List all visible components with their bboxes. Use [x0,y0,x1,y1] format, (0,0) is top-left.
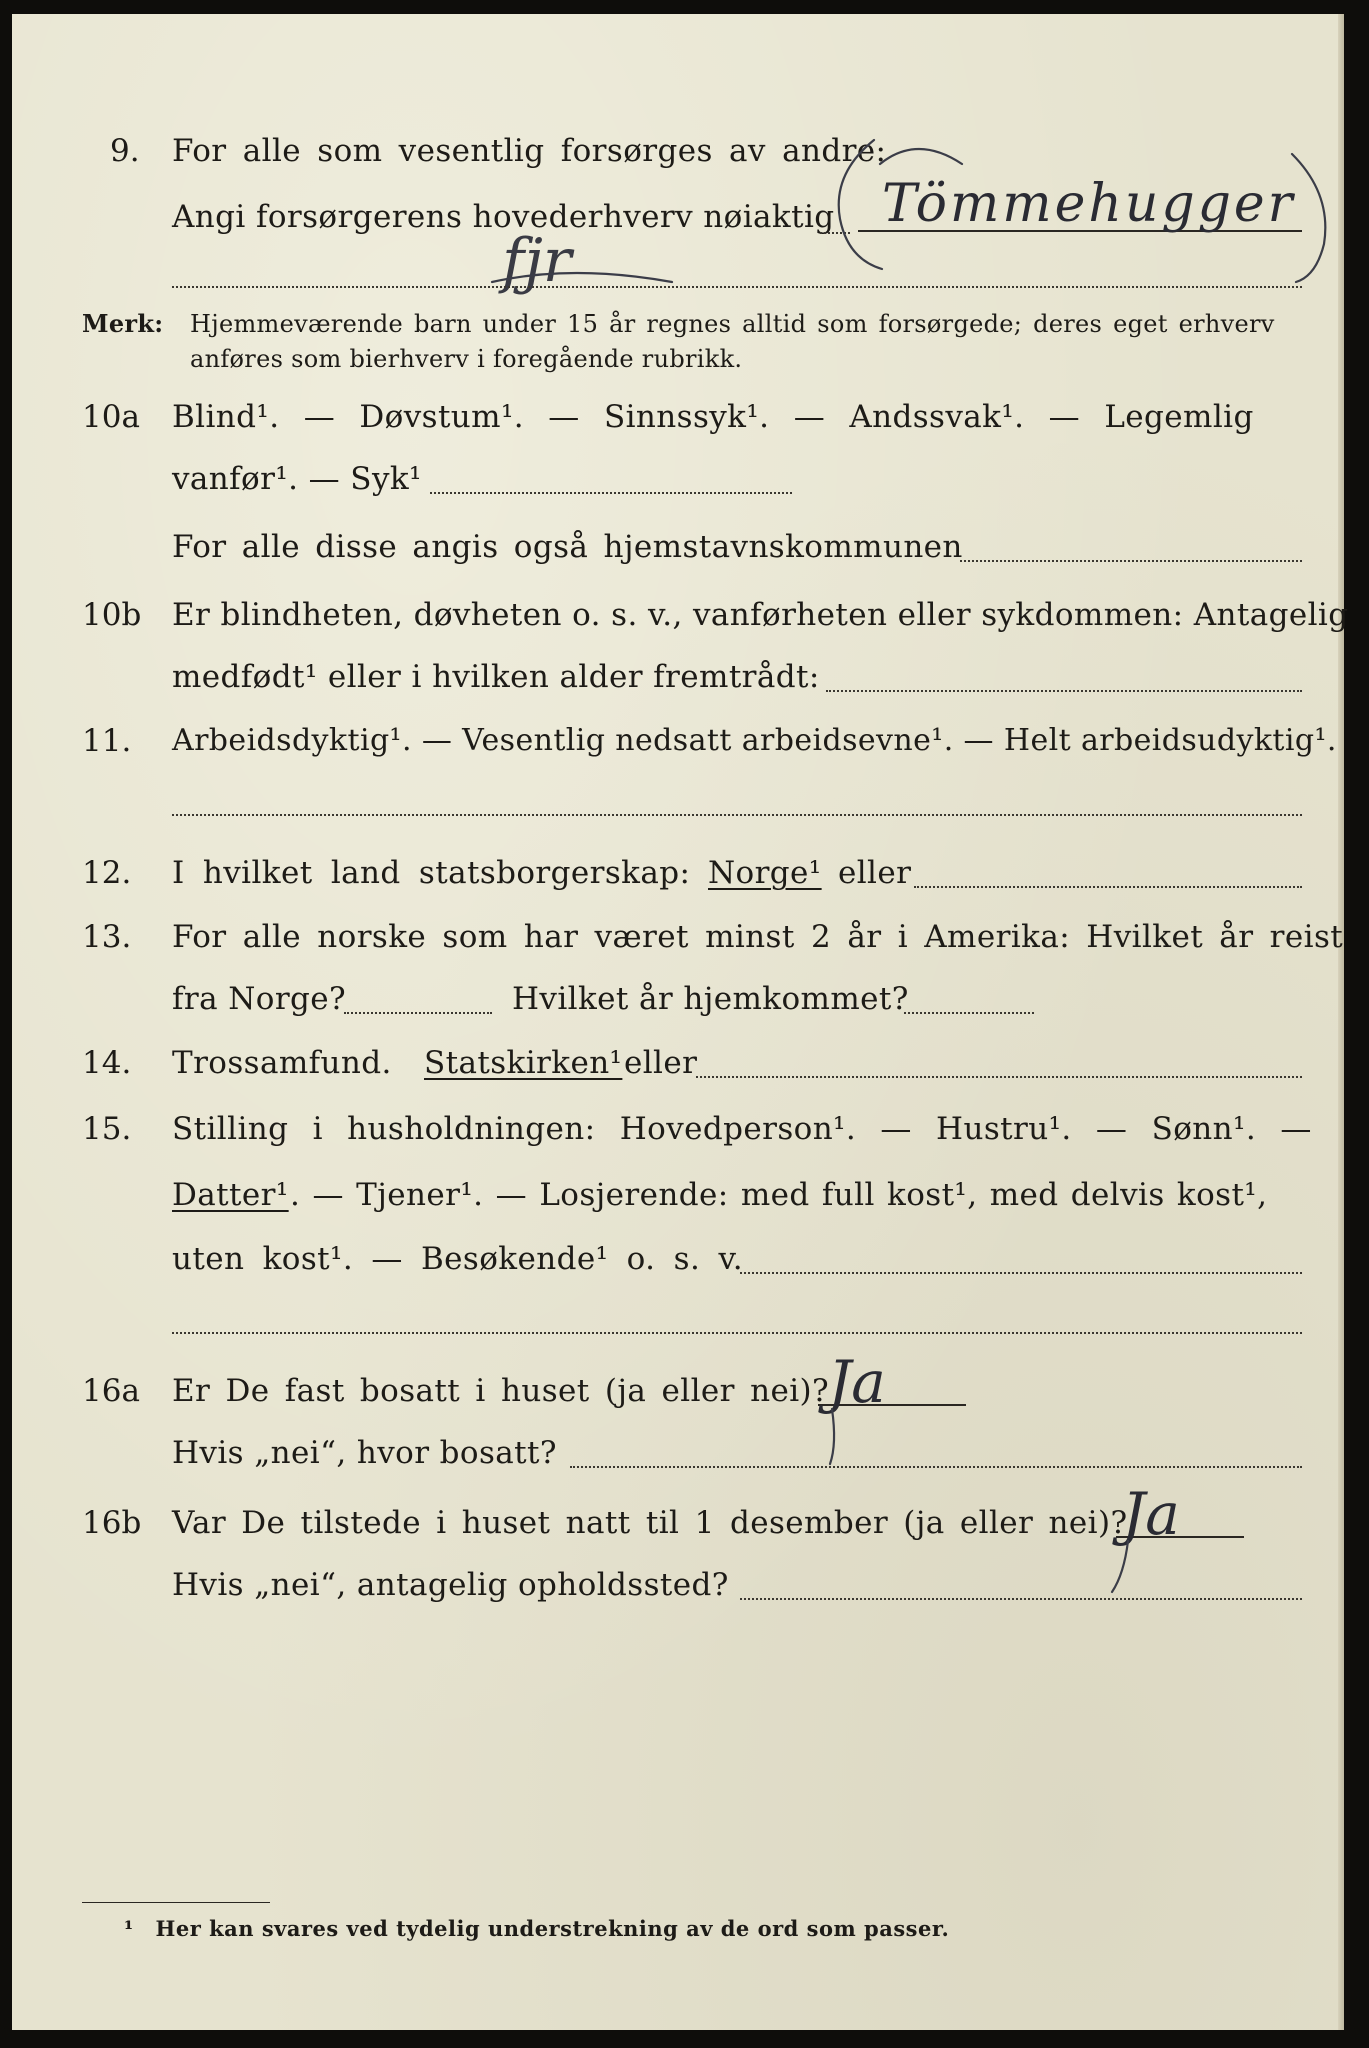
q9-struck-handwriting: fjr [502,226,572,296]
q10a-number: 10a [82,399,140,435]
q12-number: 12. [82,855,132,891]
handwriting-strokes [12,14,1344,2030]
census-form-sheet [12,14,1349,2030]
footnote-text: Her kan svares ved tydelig understrekning av de ord som passer. [155,1916,950,1941]
q9-close-parenthesis-stroke [1292,154,1325,282]
q10a-line1: Blind¹. — Døvstum¹. — Sinnssyk¹. — Andssvak¹. — Legemlig [172,399,1254,435]
q16a-number: 16a [82,1373,140,1409]
q16b-line2: Hvis „nei“, antagelig opholdssted? [172,1567,729,1603]
q11-line1: Arbeidsdyktig¹. — Vesentlig nedsatt arbeidsevne¹. — Helt arbeidsudyktig¹. [172,723,1337,758]
q10b-number: 10b [82,597,142,633]
merk-line1: Hjemmeværende barn under 15 år regnes alltid som forsørgede; deres eget erhverv [190,310,1275,338]
q12-post: eller [838,855,912,891]
q16b-answer-handwriting: Ja [1122,1480,1180,1548]
q16a-descender-stroke [830,1409,834,1464]
q16a-line1: Er De fast bosatt i huset (ja eller nei)? [172,1373,830,1409]
q9-line1: For alle som vesentlig forsørges av andre: [172,133,887,169]
q10a-line2: vanfør¹. — Syk¹ [172,461,422,497]
q9-top-flourish-stroke [880,149,962,164]
q14-option-statskirken[interactable]: Statskirken¹ [424,1045,623,1081]
footnote-mark: ¹ [124,1916,134,1941]
q9-open-parenthesis-stroke [839,140,882,269]
q11-number: 11. [82,723,132,759]
q15-option-datter[interactable]: Datter¹ [172,1177,289,1213]
q16a-line2: Hvis „nei“, hvor bosatt? [172,1435,557,1471]
q9-line2: Angi forsørgerens hovederhverv nøiaktig [172,199,835,235]
q10b-line1: Er blindheten, døvheten o. s. v., vanførheten eller sykdommen: Antagelig [172,597,1349,633]
q16b-number: 16b [82,1505,142,1541]
q15-number: 15. [82,1111,132,1147]
q15-line1: Stilling i husholdningen: Hovedperson¹. — Hustru¹. — Sønn¹. — [172,1111,1312,1147]
q16a-answer-handwriting: Ja [828,1348,886,1416]
q14-pre: Trossamfund. [172,1045,392,1081]
q10b-line2: medfødt¹ eller i hvilken alder fremtrådt: [172,659,820,695]
merk-label: Merk: [82,309,164,338]
q12-pre: I hvilket land statsborgerskap: [172,855,691,891]
q10a-line3: For alle disse angis også hjemstavnskommunen [172,529,963,565]
q15-line2: . — Tjener¹. — Losjerende: med full kost¹, med delvis kost¹, [290,1177,1268,1213]
q9-number: 9. [110,133,140,169]
q14-post: eller [624,1045,698,1081]
q9-strike-stroke [492,273,672,282]
q15-line3: uten kost¹. — Besøkende¹ o. s. v. [172,1241,743,1277]
q14-number: 14. [82,1045,132,1081]
q13-number: 13. [82,919,132,955]
q12-option-norge[interactable]: Norge¹ [708,855,822,891]
q13-line2a: fra Norge? [172,981,347,1017]
q16b-line1: Var De tilstede i huset natt til 1 desember (ja eller nei)? [172,1505,1128,1541]
q13-line1: For alle norske som har været minst 2 år i Amerika: Hvilket år reist [172,919,1344,955]
q9-answer-handwriting: Tömmehugger [882,174,1296,234]
q16b-descender-stroke [1112,1541,1128,1592]
merk-line2: anføres som bierhverv i foregående rubrikk. [190,345,743,373]
q13-line2b: Hvilket år hjemkommet? [512,981,909,1017]
